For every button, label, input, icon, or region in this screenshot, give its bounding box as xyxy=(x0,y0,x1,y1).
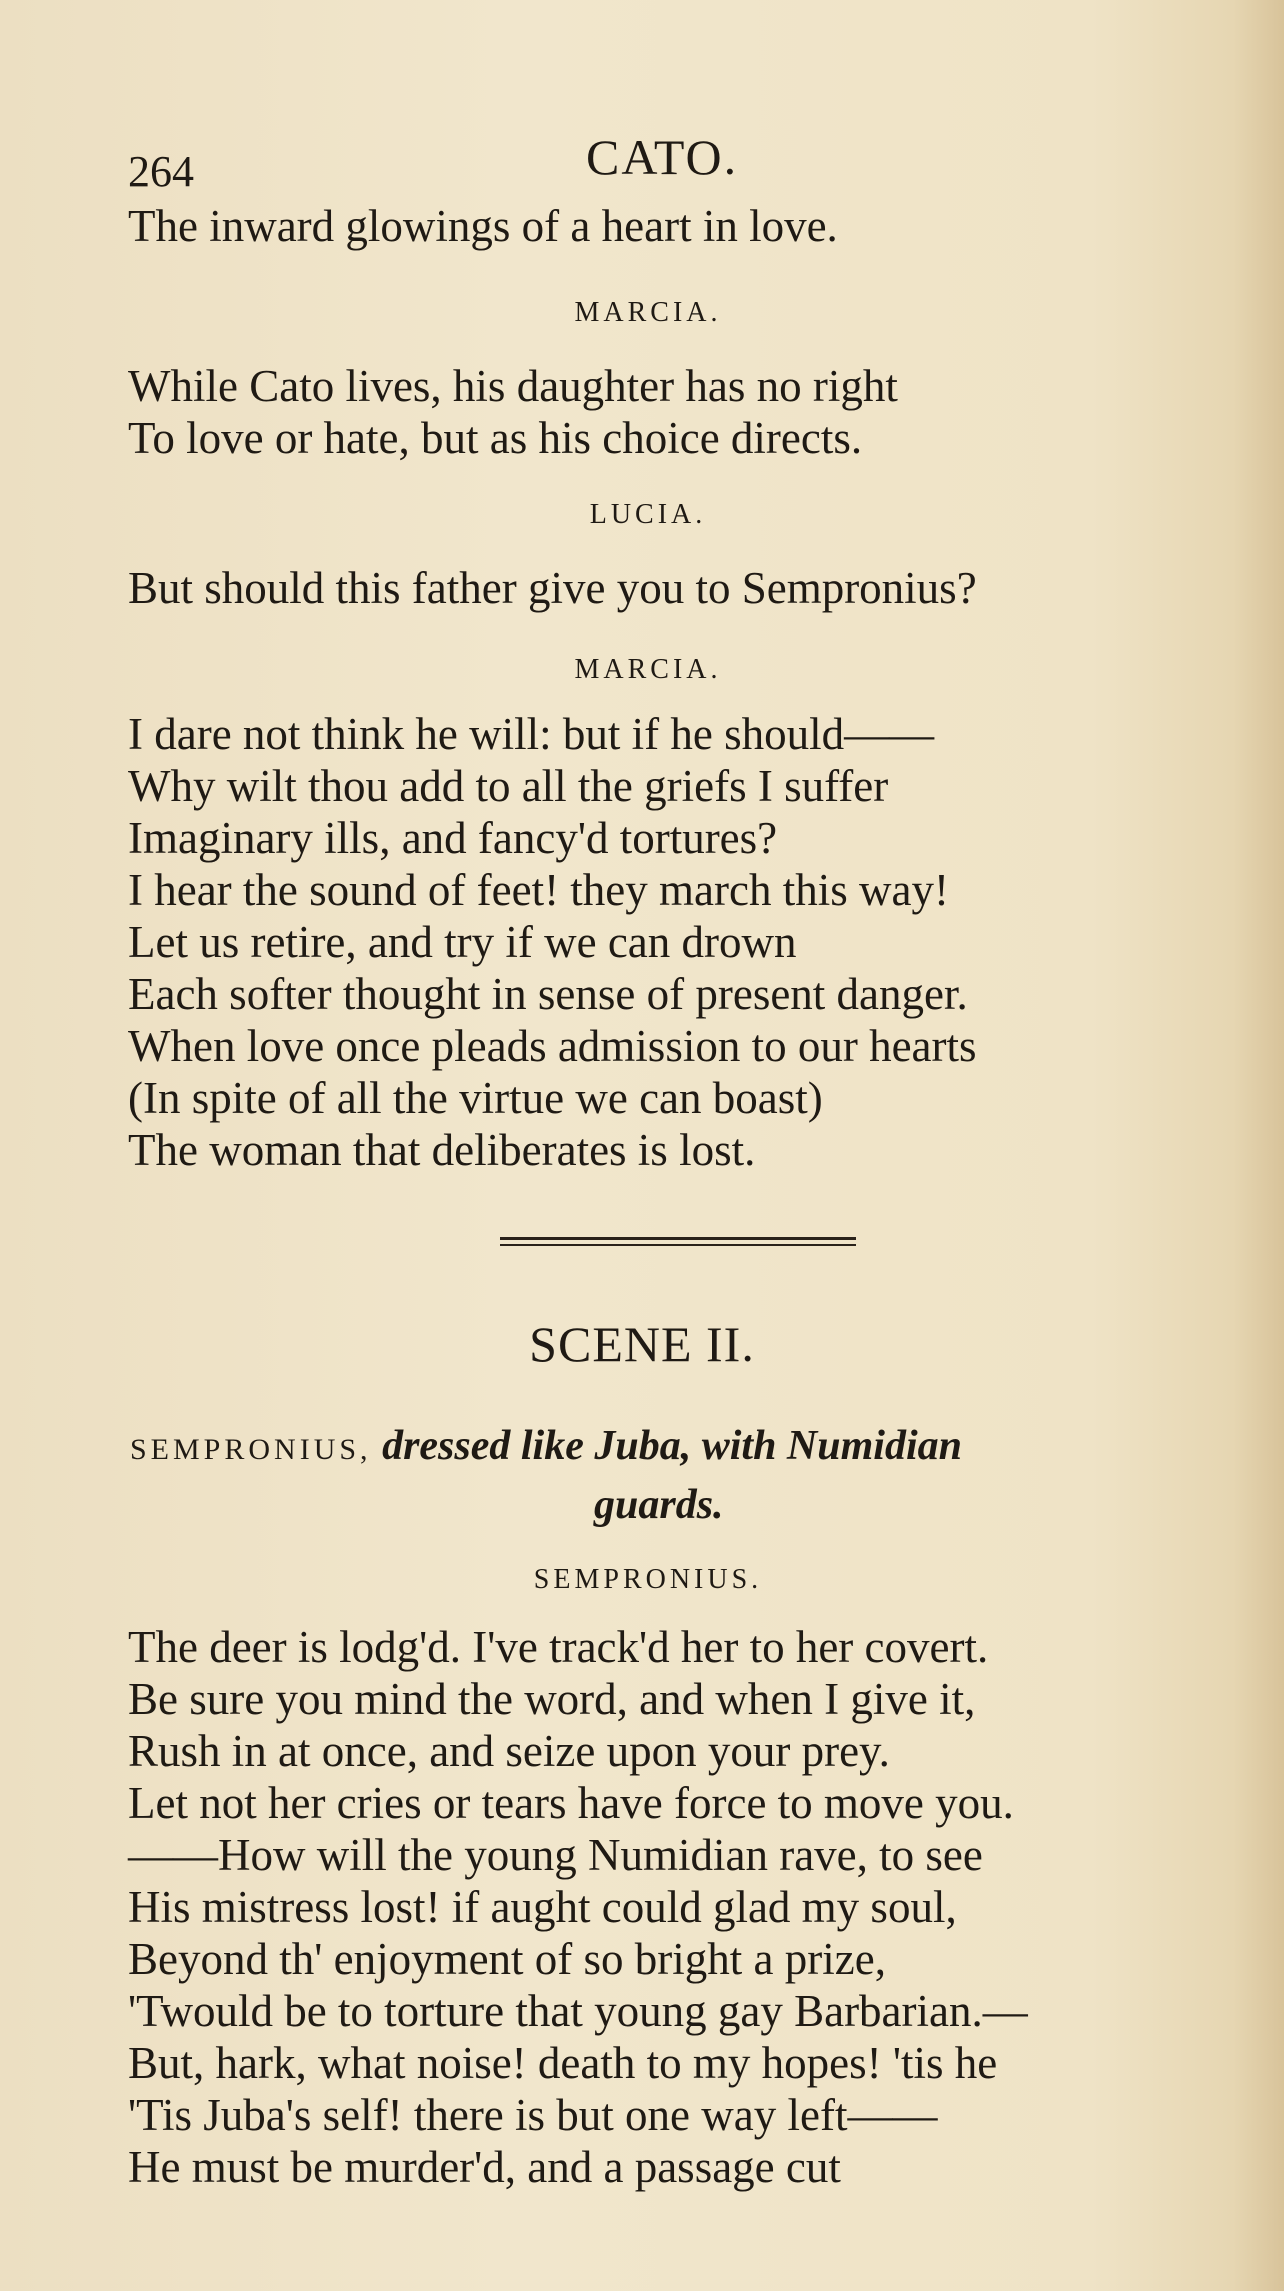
verse-line: Rush in at once, and seize upon your prey. xyxy=(128,1726,890,1776)
verse-line: Let us retire, and try if we can drown xyxy=(128,917,797,967)
verse-line: Imaginary ills, and fancy'd tortures? xyxy=(128,813,778,863)
verse-line: I dare not think he will: but if he should—— xyxy=(128,709,935,759)
speaker-sempronius: SEMPRONIUS. xyxy=(533,1564,763,1595)
stage-direction-continuation: guards. xyxy=(594,1482,724,1528)
verse-line: But should this father give you to Sempronius? xyxy=(128,563,977,613)
verse-line: Each softer thought in sense of present danger. xyxy=(128,969,968,1019)
verse-line: Beyond th' enjoyment of so bright a prize, xyxy=(128,1934,886,1984)
stage-direction-text: dressed like Juba, with Numidian xyxy=(382,1423,962,1469)
verse-line: He must be murder'd, and a passage cut xyxy=(128,2142,841,2192)
verse-line: ——How will the young Numidian rave, to see xyxy=(128,1830,983,1880)
verse-line: But, hark, what noise! death to my hopes! 'tis he xyxy=(128,2038,998,2088)
page-header xyxy=(128,128,1128,198)
section-divider xyxy=(500,1237,856,1250)
scene-heading: SCENE II. xyxy=(529,1316,755,1372)
stage-direction-line xyxy=(130,1418,1230,1478)
speaker-lucia: LUCIA. xyxy=(589,499,707,530)
stage-direction xyxy=(130,1418,1230,1532)
verse-line: When love once pleads admission to our hearts xyxy=(128,1021,977,1071)
verse-block-4 xyxy=(128,708,1208,1176)
verse-line: 'Tis Juba's self! there is but one way left—— xyxy=(128,2090,938,2140)
verse-line: To love or hate, but as his choice directs. xyxy=(128,413,863,463)
speaker-marcia: MARCIA. xyxy=(574,654,722,685)
verse-line: His mistress lost! if aught could glad my soul, xyxy=(128,1882,957,1932)
divider-rule xyxy=(500,1237,856,1240)
page-number: 264 xyxy=(128,147,194,196)
verse-block-1 xyxy=(128,200,1208,252)
running-title: CATO. xyxy=(586,129,739,185)
speaker-marcia: MARCIA. xyxy=(574,297,722,328)
stage-character-name: SEMPRONIUS, xyxy=(130,1433,372,1466)
verse-line: The inward glowings of a heart in love. xyxy=(128,201,838,251)
verse-block-5 xyxy=(128,1621,1208,2193)
verse-block-3 xyxy=(128,562,1208,614)
verse-line: While Cato lives, his daughter has no right xyxy=(128,361,898,411)
divider-rule xyxy=(500,1244,856,1246)
verse-line: (In spite of all the virtue we can boast) xyxy=(128,1073,823,1123)
verse-block-2 xyxy=(128,360,1208,464)
verse-line: I hear the sound of feet! they march this way! xyxy=(128,865,949,915)
verse-line: The deer is lodg'd. I've track'd her to her covert. xyxy=(128,1622,989,1672)
verse-line: 'Twould be to torture that young gay Barbarian.— xyxy=(128,1986,1028,2036)
verse-line: Be sure you mind the word, and when I give it, xyxy=(128,1674,976,1724)
verse-line: Let not her cries or tears have force to move you. xyxy=(128,1778,1014,1828)
verse-line: The woman that deliberates is lost. xyxy=(128,1125,756,1175)
verse-line: Why wilt thou add to all the griefs I suffer xyxy=(128,761,889,811)
